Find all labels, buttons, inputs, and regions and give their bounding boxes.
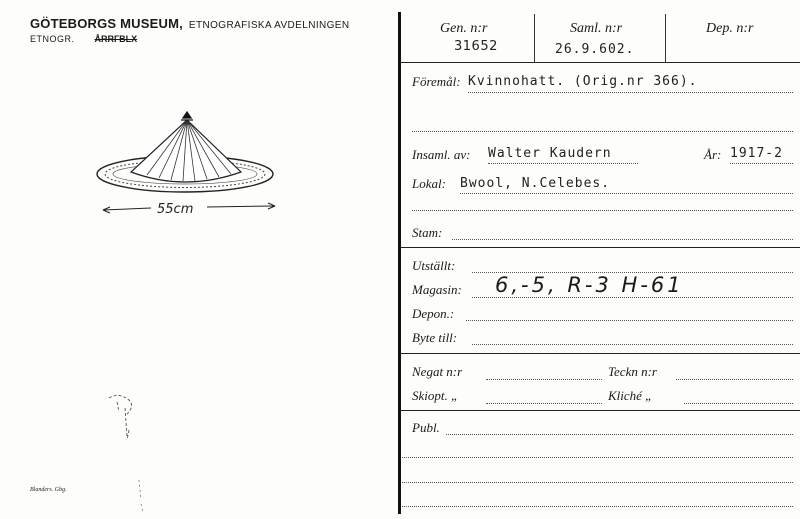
- dotted-line: [452, 239, 793, 240]
- sketch-measurement-label: 55cm: [157, 202, 194, 217]
- stam-label: Stam:: [412, 225, 443, 240]
- dotted-line: [468, 92, 793, 93]
- teckn-label: Teckn n:r: [608, 364, 657, 379]
- dotted-line: [472, 344, 793, 345]
- magasin-handwritten-value: 6,-5, R-3 H-61: [495, 273, 684, 297]
- museum-heading: [30, 16, 349, 31]
- gen-number-label: Gen. n:r: [440, 21, 488, 36]
- saml-number-label: Saml. n:r: [570, 21, 623, 36]
- kliche-label: Kliché „: [608, 388, 653, 403]
- section-rule: [400, 410, 800, 411]
- dotted-line: [402, 482, 793, 483]
- skiopt-label: Skiopt. „: [412, 388, 459, 403]
- museum-name: GÖTEBORGS MUSEUM,: [30, 16, 183, 31]
- struck-out-text: ÅRRГBLX: [94, 34, 138, 44]
- pencil-scribble: [105, 388, 145, 513]
- foremal-label: Föremål:: [412, 74, 461, 89]
- insaml-value: Walter Kaudern: [488, 146, 612, 161]
- hat-sketch: [95, 108, 280, 223]
- byte-till-label: Byte till:: [412, 330, 458, 345]
- dotted-line: [472, 297, 793, 298]
- column-separator: [665, 14, 666, 62]
- dotted-line: [460, 193, 793, 194]
- dotted-line: [684, 403, 793, 404]
- dotted-line: [446, 434, 793, 435]
- insaml-label: Insaml. av:: [412, 147, 471, 162]
- card-divider: [398, 12, 401, 514]
- ar-label: År:: [704, 147, 722, 162]
- depon-label: Depon.:: [412, 306, 455, 321]
- dotted-line: [730, 163, 793, 164]
- printer-mark: Blanders. Gbg.: [30, 487, 67, 493]
- dotted-line: [402, 506, 793, 507]
- ar-value: 1917-2: [730, 146, 783, 161]
- dotted-line: [466, 320, 793, 321]
- publ-label: Publ.: [412, 420, 440, 435]
- magasin-label: Magasin:: [412, 282, 462, 297]
- section-rule: [400, 247, 800, 248]
- column-separator: [534, 14, 535, 62]
- section-rule: [400, 353, 800, 354]
- utstallt-label: Utställt:: [412, 258, 456, 273]
- department-name: ETNOGRAFISKA AVDELNINGEN: [188, 20, 350, 31]
- lokal-value: Bwool, N.Celebes.: [460, 176, 611, 191]
- negat-label: Negat n:r: [412, 364, 463, 379]
- dotted-line: [676, 379, 793, 380]
- gen-number-value: 31652: [454, 39, 498, 54]
- saml-number-value: 26.9.602.: [555, 42, 635, 57]
- header-rule: [400, 62, 800, 63]
- foremal-value: Kvinnohatt. (Orig.nr 366).: [468, 74, 698, 89]
- dotted-line: [402, 457, 793, 458]
- dotted-line: [486, 379, 602, 380]
- dotted-line: [412, 210, 793, 211]
- dep-number-label: Dep. n:r: [706, 21, 754, 36]
- etnogr-line: [30, 34, 137, 44]
- dotted-line: [486, 403, 602, 404]
- dotted-line: [488, 163, 638, 164]
- lokal-label: Lokal:: [412, 176, 446, 191]
- etnogr-label: ETNOGR.: [30, 34, 75, 44]
- dotted-line: [412, 131, 793, 132]
